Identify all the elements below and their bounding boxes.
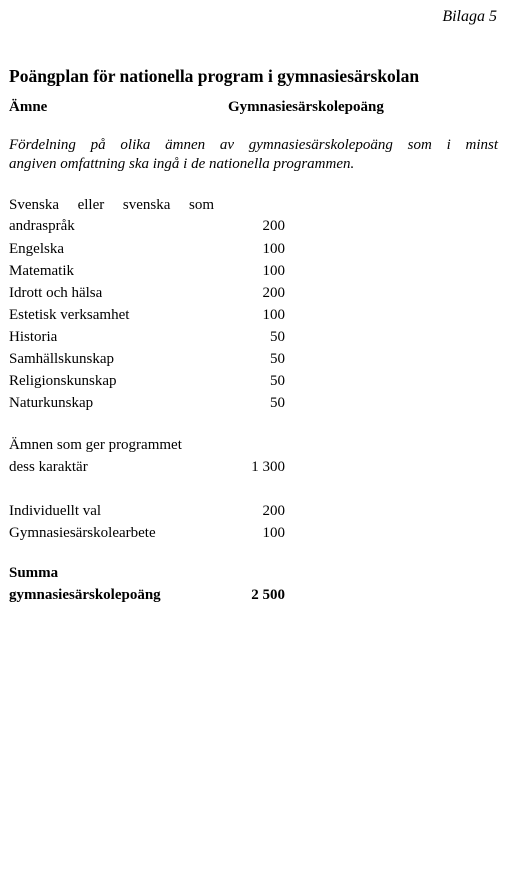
subject-label: Estetisk verksamhet bbox=[9, 307, 130, 323]
intro-line-2: angiven omfattning ska ingå i de nationella programmen. bbox=[9, 156, 355, 172]
appendix-label: Bilaga 5 bbox=[442, 8, 497, 25]
word: Svenska bbox=[9, 197, 59, 213]
total-label: Summa bbox=[9, 565, 59, 581]
points-value: 100 bbox=[262, 241, 285, 257]
total-value: 2 500 bbox=[251, 587, 285, 603]
points-value: 200 bbox=[262, 218, 285, 234]
subject-label: dess karaktär bbox=[9, 459, 88, 475]
intro-line-1: Fördelning på olika ämnen av gymnasiesärskolepoäng som i minst bbox=[9, 137, 498, 153]
points-value: 50 bbox=[270, 395, 285, 411]
column-header-subject: Ämne bbox=[9, 99, 48, 115]
word: svenska bbox=[122, 197, 171, 213]
subject-label: Engelska bbox=[9, 241, 64, 257]
intro-paragraph bbox=[9, 136, 498, 174]
points-value: 1 300 bbox=[251, 459, 285, 475]
points-value: 50 bbox=[270, 329, 285, 345]
subject-label: Samhällskunskap bbox=[9, 351, 114, 367]
total-label: gymnasiesärskolepoäng bbox=[9, 587, 161, 603]
subject-label: Religionskunskap bbox=[9, 373, 117, 389]
subject-label bbox=[9, 195, 214, 216]
subject-label: Historia bbox=[9, 329, 58, 345]
word: som bbox=[188, 197, 214, 213]
points-value: 50 bbox=[270, 373, 285, 389]
subject-label: Idrott och hälsa bbox=[9, 285, 103, 301]
points-value: 100 bbox=[262, 307, 285, 323]
subject-label: andraspråk bbox=[9, 218, 75, 234]
points-value: 200 bbox=[262, 503, 285, 519]
points-value: 200 bbox=[262, 285, 285, 301]
subject-label: Naturkunskap bbox=[9, 395, 94, 411]
document-title: Poängplan för nationella program i gymnasiesärskolan bbox=[9, 66, 420, 86]
points-value: 100 bbox=[262, 263, 285, 279]
subject-label: Matematik bbox=[9, 263, 74, 279]
column-header-points: Gymnasiesärskolepoäng bbox=[228, 99, 384, 115]
subject-label: Gymnasiesärskolearbete bbox=[9, 525, 156, 541]
points-value: 100 bbox=[262, 525, 285, 541]
points-value: 50 bbox=[270, 351, 285, 367]
word: eller bbox=[77, 197, 105, 213]
subject-label: Ämnen som ger programmet bbox=[9, 437, 182, 453]
subject-label: Individuellt val bbox=[9, 503, 102, 519]
